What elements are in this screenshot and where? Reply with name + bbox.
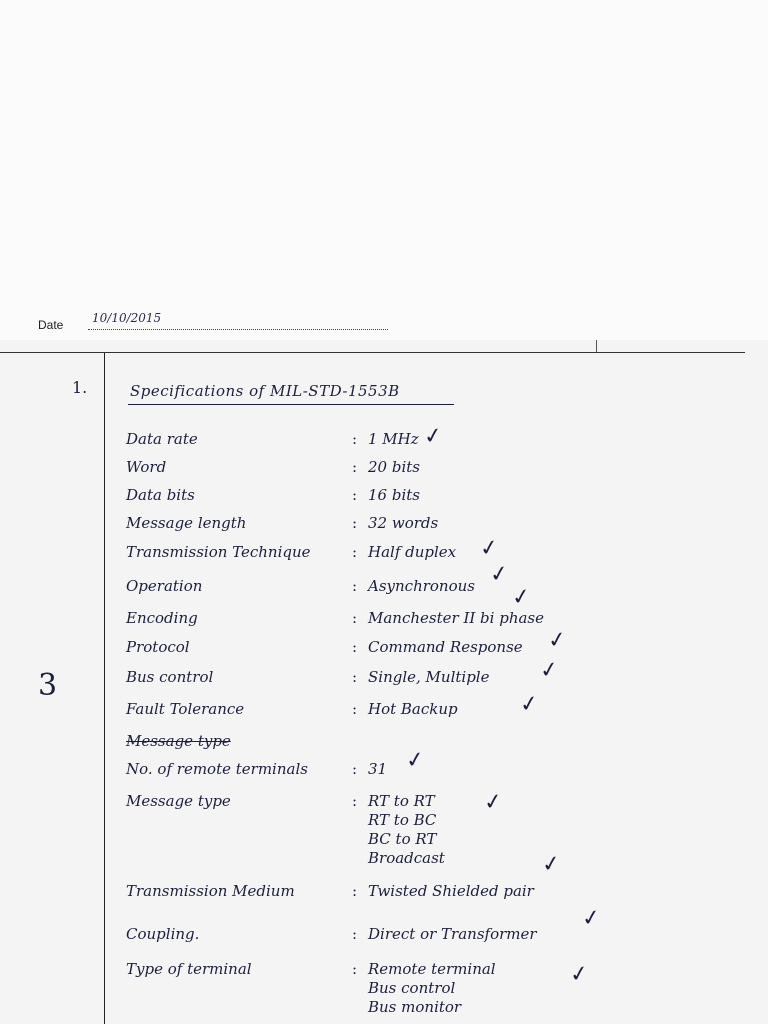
date-dotted-line	[88, 329, 388, 330]
spec-value-line: BC to RT	[368, 830, 437, 848]
check-mark-icon: ✓	[518, 690, 541, 719]
check-mark-icon: ✓	[546, 626, 569, 655]
check-mark-icon: ✓	[488, 560, 511, 589]
spec-row	[0, 458, 768, 488]
spec-label: Coupling.	[126, 925, 200, 943]
spec-colon: :	[352, 760, 358, 778]
check-mark-icon: ✓	[478, 534, 501, 563]
spec-value-line: RT to BC	[368, 811, 437, 829]
spec-colon: :	[352, 514, 358, 532]
spec-label: Fault Tolerance	[126, 700, 245, 718]
spec-value: Asynchronous	[368, 577, 475, 595]
spec-label: No. of remote terminals	[126, 760, 308, 778]
spec-row	[0, 577, 768, 607]
spec-label: Data bits	[126, 486, 195, 504]
spec-row	[0, 792, 768, 867]
spec-value: Single, Multiple	[368, 668, 490, 686]
spec-row	[0, 638, 768, 668]
check-mark-icon: ✓	[422, 422, 445, 451]
check-mark-icon: ✓	[538, 656, 561, 685]
spec-value	[368, 960, 496, 1017]
title-underline	[128, 404, 454, 405]
spec-row	[0, 760, 768, 790]
question-number: 1.	[72, 378, 88, 397]
header-rule	[0, 352, 745, 353]
spec-value: Manchester II bi phase	[368, 609, 545, 627]
spec-row	[0, 668, 768, 698]
spec-label: Encoding	[126, 609, 198, 627]
spec-colon: :	[352, 638, 358, 656]
spec-value-line: Remote terminal	[368, 960, 496, 978]
spec-colon: :	[352, 486, 358, 504]
spec-value: Half duplex	[368, 543, 457, 561]
spec-colon: :	[352, 960, 358, 978]
date-value: 10/10/2015	[92, 311, 162, 325]
spec-colon: :	[352, 577, 358, 595]
check-mark-icon: ✓	[540, 850, 563, 879]
check-mark-icon: ✓	[510, 583, 533, 612]
spec-colon: :	[352, 609, 358, 627]
spec-row	[0, 514, 768, 544]
spec-value: Direct or Transformer	[368, 925, 537, 943]
check-mark-icon: ✓	[568, 960, 591, 989]
spec-label: Message length	[126, 514, 247, 532]
spec-row	[0, 543, 768, 573]
spec-value-line: Broadcast	[368, 849, 445, 867]
check-mark-icon: ✓	[580, 904, 603, 933]
spec-value: 32 words	[368, 514, 439, 532]
spec-value-line: Bus control	[368, 979, 456, 997]
spec-label: Protocol	[126, 638, 190, 656]
spec-label: Message type	[126, 792, 231, 810]
spec-colon: :	[352, 700, 358, 718]
spec-label: Transmission Technique	[126, 543, 311, 561]
spec-row	[0, 925, 768, 955]
spec-row	[0, 882, 768, 912]
spec-label: Message type	[126, 732, 231, 750]
spec-value-line: RT to RT	[368, 792, 435, 810]
spec-value: Command Response	[368, 638, 523, 656]
spec-value: 20 bits	[368, 458, 420, 476]
date-label: Date	[38, 318, 64, 332]
spec-colon: :	[352, 458, 358, 476]
marks-awarded: 3	[38, 668, 58, 703]
check-mark-icon: ✓	[404, 746, 427, 775]
page-title: Specifications of MIL-STD-1553B	[130, 382, 400, 400]
spec-row	[0, 486, 768, 516]
spec-value: 16 bits	[368, 486, 420, 504]
check-mark-icon: ✓	[482, 788, 505, 817]
spec-value: 1 MHz	[368, 430, 419, 448]
spec-value: 31	[368, 760, 388, 778]
spec-label: Data rate	[126, 430, 198, 448]
spec-colon: :	[352, 430, 358, 448]
spec-label: Word	[126, 458, 167, 476]
spec-value-line: Bus monitor	[368, 998, 462, 1016]
spec-label: Bus control	[126, 668, 214, 686]
spec-row	[0, 732, 768, 762]
spec-colon: :	[352, 925, 358, 943]
blank-top-area	[0, 0, 768, 340]
spec-row	[0, 609, 768, 639]
spec-row	[0, 960, 768, 1016]
spec-label: Operation	[126, 577, 203, 595]
spec-label: Transmission Medium	[126, 882, 295, 900]
spec-colon: :	[352, 668, 358, 686]
spec-colon: :	[352, 543, 358, 561]
spec-colon: :	[352, 792, 358, 810]
spec-value: Hot Backup	[368, 700, 458, 718]
spec-row	[0, 430, 768, 460]
spec-colon: :	[352, 882, 358, 900]
spec-value	[368, 792, 445, 868]
spec-value: Twisted Shielded pair	[368, 882, 534, 900]
spec-label: Type of terminal	[126, 960, 252, 978]
spec-row	[0, 700, 768, 730]
